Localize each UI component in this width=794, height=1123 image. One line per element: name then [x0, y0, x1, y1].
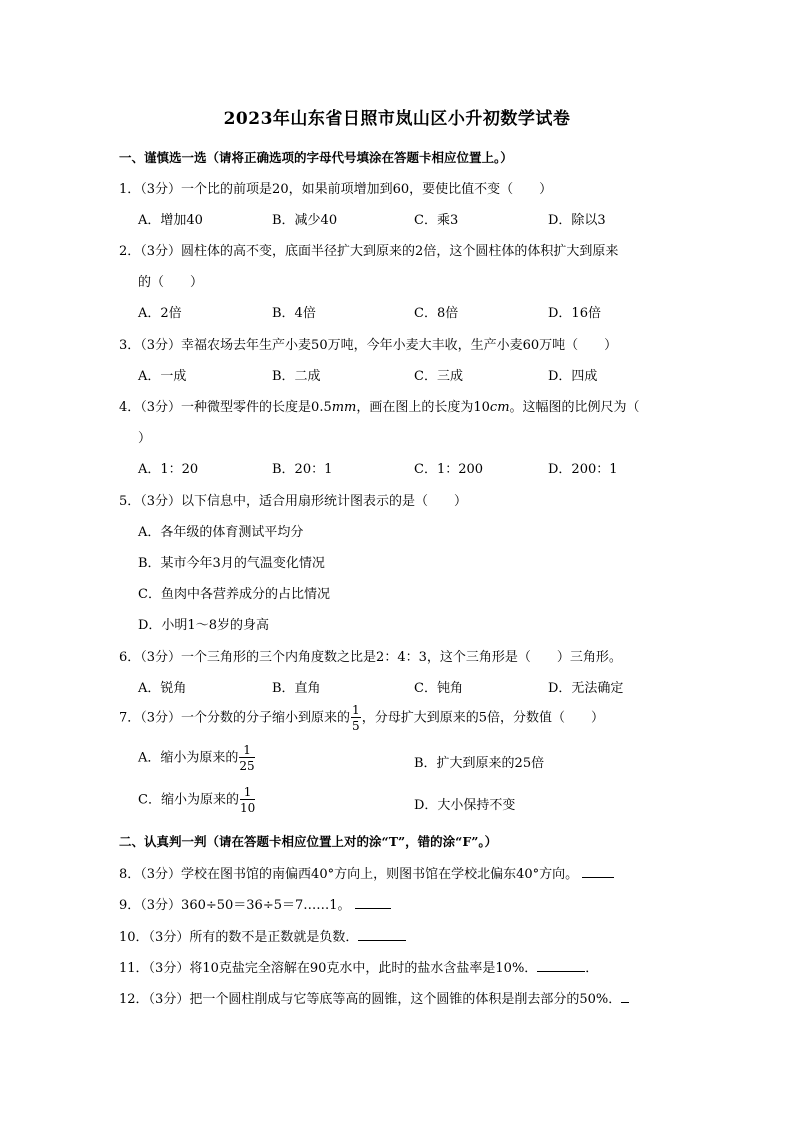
- question-2-continuation: 的（ ）: [138, 275, 204, 290]
- question-8: [119, 863, 614, 882]
- q4-option-d: D．200：1: [548, 462, 618, 477]
- q7-option-c-fraction: [240, 786, 255, 814]
- page-title: 2023年山东省日照市岚山区小升初数学试卷: [223, 109, 571, 129]
- q1-option-d: D．除以3: [548, 213, 606, 228]
- question-7: [119, 704, 604, 732]
- q6-option-b: B．直角: [272, 681, 321, 696]
- q5-option-c: C．鱼肉中各营养成分的占比情况: [138, 587, 330, 602]
- q11-answer-blank: [537, 958, 585, 972]
- q7-option-c-numerator: 1: [240, 786, 255, 800]
- q11-text: 11．（3分）将10克盐完全溶解在90克水中，此时的盐水含盐率是10%．: [119, 961, 538, 976]
- q8-answer-blank: [582, 864, 614, 878]
- question-4-continuation: ）: [138, 431, 152, 446]
- q7-option-a-text: A．缩小为原来的: [138, 750, 239, 766]
- question-2: 2．（3分）圆柱体的高不变，底面半径扩大到原来的2倍，这个圆柱体的体积扩大到原来: [119, 244, 619, 259]
- question-1: 1．（3分）一个比的前项是20，如果前项增加到60，要使比值不变（ ）: [119, 182, 553, 197]
- q7-option-a: [138, 744, 256, 772]
- q7-option-a-denominator: 25: [239, 759, 255, 773]
- q5-option-d: D．小明1～8岁的身高: [138, 618, 269, 633]
- q3-option-d: D．四成: [548, 369, 598, 384]
- q5-option-a: A．各年级的体育测试平均分: [138, 525, 304, 540]
- question-5: 5．（3分）以下信息中，适合用扇形统计图表示的是（ ）: [119, 494, 468, 509]
- q1-option-b: B．减少40: [272, 213, 338, 228]
- q7-fraction-numerator: 1: [352, 703, 360, 717]
- question-10: [119, 926, 406, 945]
- q3-option-c: C．三成: [414, 369, 463, 384]
- q10-answer-blank: [358, 927, 406, 941]
- q5-option-b: B．某市今年3月的气温变化情况: [138, 556, 325, 571]
- q12-answer-blank: [621, 989, 629, 1003]
- q9-text: 9．（3分）360÷50＝36÷5＝7……1。: [119, 898, 351, 913]
- section-heading-judgement: 二、认真判一判（请在答题卡相应位置上对的涂“T”，错的涂“F”。）: [119, 834, 498, 849]
- q3-option-a: A．一成: [138, 369, 187, 384]
- question-6: 6．（3分）一个三角形的三个内角度数之比是2：4：3，这个三角形是（ ）三角形。: [119, 650, 622, 665]
- q2-option-b: B．4倍: [272, 306, 316, 321]
- q10-text: 10．（3分）所有的数不是正数就是负数．: [119, 930, 359, 945]
- q4-option-c: C．1：200: [414, 462, 484, 477]
- q4-option-b: B．20：1: [272, 462, 333, 477]
- q7-option-c-text: C．缩小为原来的: [138, 792, 239, 808]
- q4-text-c: 。这幅图的比例尺为（: [509, 400, 640, 415]
- q7-option-d: D．大小保持不变: [414, 798, 516, 813]
- q7-option-a-numerator: 1: [239, 744, 254, 758]
- q2-option-c: C．8倍: [414, 306, 459, 321]
- q4-text-a: 4．（3分）一种微型零件的长度是0.5: [119, 400, 332, 415]
- q6-option-c: C．钝角: [414, 681, 463, 696]
- q1-option-a: A．增加40: [138, 213, 203, 228]
- q4-unit-mm: mm: [331, 400, 357, 415]
- q7-option-b: B．扩大到原来的25倍: [414, 756, 545, 771]
- q2-option-d: D．16倍: [548, 306, 601, 321]
- q1-option-c: C．乘3: [414, 213, 459, 228]
- question-4: [119, 396, 640, 415]
- q11-suffix: ．: [585, 961, 599, 976]
- q7-fraction: [351, 704, 361, 732]
- q7-text-b: ，分母扩大到原来的5倍，分数值（ ）: [361, 710, 604, 726]
- q4-unit-cm: cm: [489, 400, 510, 415]
- q7-option-c: [138, 786, 256, 814]
- q6-option-d: D．无法确定: [548, 681, 624, 696]
- question-11: [119, 957, 598, 976]
- q4-option-a: A．1：20: [138, 462, 199, 477]
- q12-text: 12．（3分）把一个圆柱削成与它等底等高的圆锥，这个圆锥的体积是削去部分的50%．: [119, 992, 622, 1007]
- q7-option-a-fraction: [239, 744, 254, 772]
- q7-fraction-denominator: 5: [352, 719, 360, 733]
- question-3: 3．（3分）幸福农场去年生产小麦50万吨，今年小麦大丰收，生产小麦60万吨（ ）: [119, 338, 618, 353]
- q2-option-a: A．2倍: [138, 306, 182, 321]
- q6-option-a: A．锐角: [138, 681, 187, 696]
- q7-option-c-denominator: 10: [239, 801, 256, 815]
- q3-option-b: B．二成: [272, 369, 321, 384]
- q4-text-b: ，画在图上的长度为10: [356, 400, 490, 415]
- q8-text: 8．（3分）学校在图书馆的南偏西40°方向上，则图书馆在学校北偏东40°方向。: [119, 867, 579, 882]
- question-9: [119, 894, 391, 913]
- question-12: [119, 988, 629, 1007]
- q9-answer-blank: [355, 895, 391, 909]
- q7-text-a: 7．（3分）一个分数的分子缩小到原来的: [119, 710, 351, 726]
- section-heading-choice: 一、谨慎选一选（请将正确选项的字母代号填涂在答题卡相应位置上。）: [119, 150, 513, 165]
